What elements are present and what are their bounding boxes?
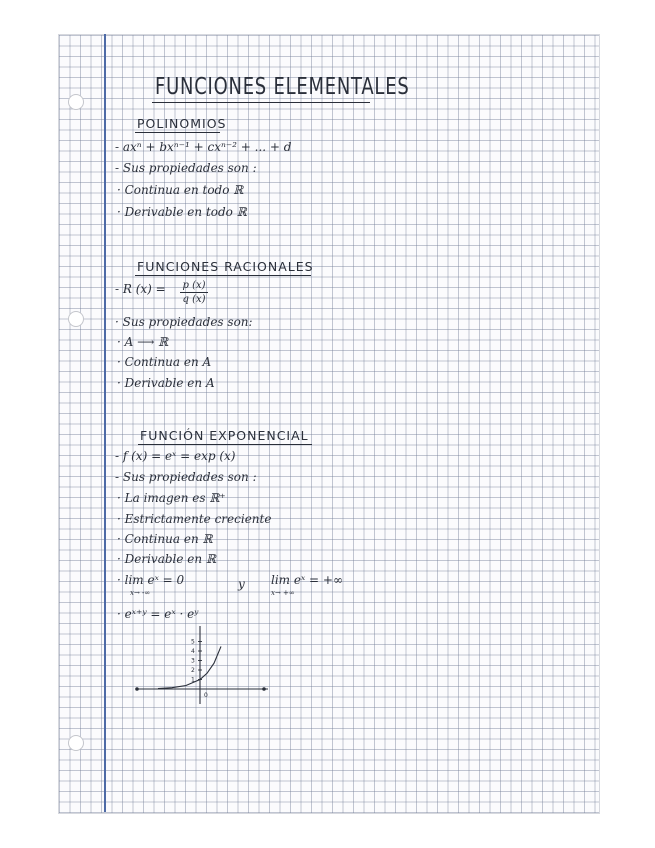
rational-fraction [180,280,208,305]
heading-underline [135,132,220,133]
list-item: · Derivable en todo ℝ [117,205,247,219]
title-underline [152,102,370,103]
list-item: · A ⟶ ℝ [117,335,169,349]
limit-left-subscript: x→ -∞ [130,589,151,597]
fraction-numerator: p (x) [182,280,206,291]
y-tick-label: 3 [191,657,195,665]
y-tick-label: 2 [191,667,195,674]
exponential-formula: - f (x) = eˣ = exp (x) [115,449,236,463]
props-label: - Sus propiedades son : [115,470,257,484]
exp-curve [158,646,221,688]
list-item: · La imagen es ℝ⁺ [117,491,226,505]
polynomial-formula: - axⁿ + bxⁿ⁻¹ + cxⁿ⁻² + ... + d [115,140,292,154]
binder-hole [68,735,84,751]
list-item: · Derivable en A [117,376,215,390]
y-tick-label: 1 [191,676,195,684]
fraction-denominator: q (x) [182,294,206,305]
list-item: · Derivable en ℝ [117,552,216,566]
page-title: FUNCIONES ELEMENTALES [155,74,410,100]
heading-underline [135,275,311,276]
y-tick-label: 4 [191,648,195,655]
props-label: - Sus propiedades son : [115,161,257,175]
limit-right-subscript: x→ +∞ [271,589,295,597]
list-item: · Continua en ℝ [117,532,213,546]
product-property: · eˣ⁺ʸ = eˣ · eʸ [117,607,199,621]
props-label: · Sus propiedades son: [115,315,253,329]
list-item: · Continua en A [117,355,212,369]
heading-underline [138,444,312,445]
limit-left: · lim eˣ = 0 [117,573,185,587]
margin-line [104,34,106,812]
section-heading-exponencial: FUNCIÓN EXPONENCIAL [140,428,309,443]
x-axis-left-end [135,687,139,691]
binder-hole [68,311,84,327]
rational-formula-lhs: - R (x) = [115,282,166,296]
fraction-bar [180,292,208,293]
section-heading-racionales: FUNCIONES RACIONALES [137,259,314,274]
y-tick-label: 5 [191,638,195,646]
exponential-graph [130,618,280,710]
x-tick-label: 0 [204,692,208,699]
limit-conjunction: y [238,577,245,591]
limit-right: lim eˣ = +∞ [271,573,343,587]
binder-hole [68,94,84,110]
list-item: · Continua en todo ℝ [117,183,244,197]
list-item: · Estrictamente creciente [117,512,272,526]
section-heading-polinomios: POLINOMIOS [137,116,227,131]
x-axis-right-end [262,687,266,691]
